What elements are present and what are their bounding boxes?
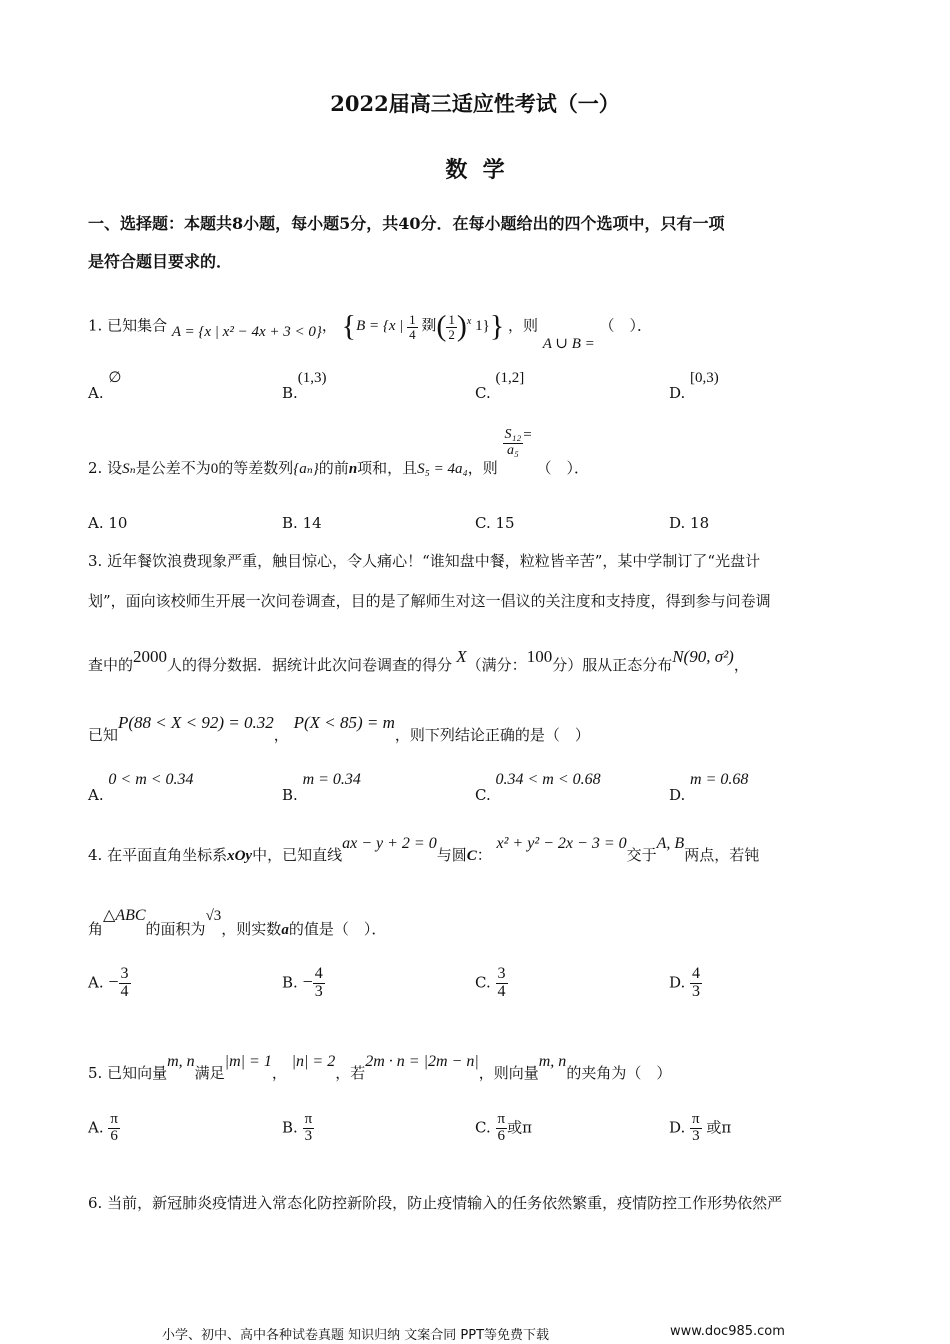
q1-then: ，则 [507,316,538,335]
q3-option-b: B. m = 0.34 [282,771,361,804]
q1-option-c: C. (1,2] [475,370,525,402]
q2-option-a: A. 10 [88,514,128,532]
q5-option-d: D. $\frac{\pi}{3}$ 或π [669,1111,732,1144]
q3-option-a: A. 0 < m < 0.34 [88,771,194,804]
q1-option-b: B.(1,3) [282,370,327,402]
q4-option-b: B. − $\frac{4}{3}$ [282,965,323,1000]
footer-text: 小学、初中、高中各种试卷真题 知识归纳 文案合同 PPT等免费下载 [162,1328,550,1343]
q1-sep: ， [321,316,337,335]
section-heading-line1: 一、选择题：本题共8小题，每小题5分，共40分．在每小题给出的四个选项中，只有一项 [88,214,725,233]
q5-stem: 5. 已知向量m, n满足|m| = 1， |n| = 2，若2m · n = |2m − n|，则向量m, n的夹角为（ ） [88,1053,672,1082]
q1-stem [88,310,653,353]
q3-line3: 查中的2000人的得分数据．据统计此次问卷调查的得分 X（满分：100分）服从正态分布N(90, σ²)， [88,647,749,674]
q1-option-a: A. ∅ [88,370,122,402]
q2-stem: 2. 设Sₙ是公差不为0的等差数列{aₙ}的前n项和，且S₅ = 4a₄，则 $\frac{\text{S₁₂}}{\text{a₅}}$ = （ ）． [88,427,590,478]
q3-line2: 划”，面向该校师生开展一次问卷调查，目的是了解师生对这一倡议的关注度和支持度，得到参与问卷调 [88,592,771,610]
q2-option-b: B. 14 [282,514,322,532]
q1-option-d: D. [0,3) [669,370,719,402]
q3-line4: 已知P(88 < X < 92) = 0.32， P(X < 85) = m，则下列结论正确的是（ ） [88,713,590,744]
q4-option-c: C. $\frac{3}{4}$ [475,965,506,1000]
q6-line1: 6. 当前，新冠肺炎疫情进入常态化防控新阶段，防止疫情输入的任务依然繁重，疫情防控工作形势依然严 [88,1194,783,1212]
q1-union: A ∪ B = [542,336,595,353]
q5-option-c: C. $\frac{\pi}{6}$ 或π [475,1111,532,1144]
q3-line1: 3. 近年餐饮浪费现象严重，触目惊心，令人痛心！“谁知盘中餐，粒粒皆辛苦”，某中学制订了“光盘计 [88,552,761,570]
q5-option-a: A. $\frac{\pi}{6}$ [88,1111,118,1144]
q1-prefix: 1. 已知集合 [88,316,168,335]
q2-option-c: C. 15 [475,514,515,532]
footer-url[interactable]: www.doc985.com [670,1324,785,1339]
q4-line1: 4. 在平面直角坐标系xOy中，已知直线ax − y + 2 = 0与圆C： x² + y² − 2x − 3 = 0交于A, B两点，若钝 [88,835,760,864]
q4-option-a: A. − $\frac{3}{4}$ [88,965,129,1000]
exam-title: 2022届高三适应性考试（一） [330,91,620,116]
q4-option-d: D. $\frac{4}{3}$ [669,965,701,1000]
q1-set-b: {B = {x | $\frac{1}{4}$ 剟( $\frac{1}{2}$ )$^x$ 1}} [341,310,505,343]
q3-option-c: C. 0.34 < m < 0.68 [475,771,601,804]
q5-option-b: B. $\frac{\pi}{3}$ [282,1111,313,1144]
section-heading-line2: 是符合题目要求的． [88,252,233,271]
q4-line2: 角△ABC的面积为√3，则实数a的值是（ ）． [88,907,387,938]
q1-blank: （ ）． [599,316,653,335]
subject-title: 数 学 [445,157,505,183]
q1-set-a: A = {x | x² − 4x + 3 < 0} [171,324,322,341]
q3-option-d: D. m = 0.68 [669,771,749,804]
q2-option-d: D. 18 [669,514,710,532]
